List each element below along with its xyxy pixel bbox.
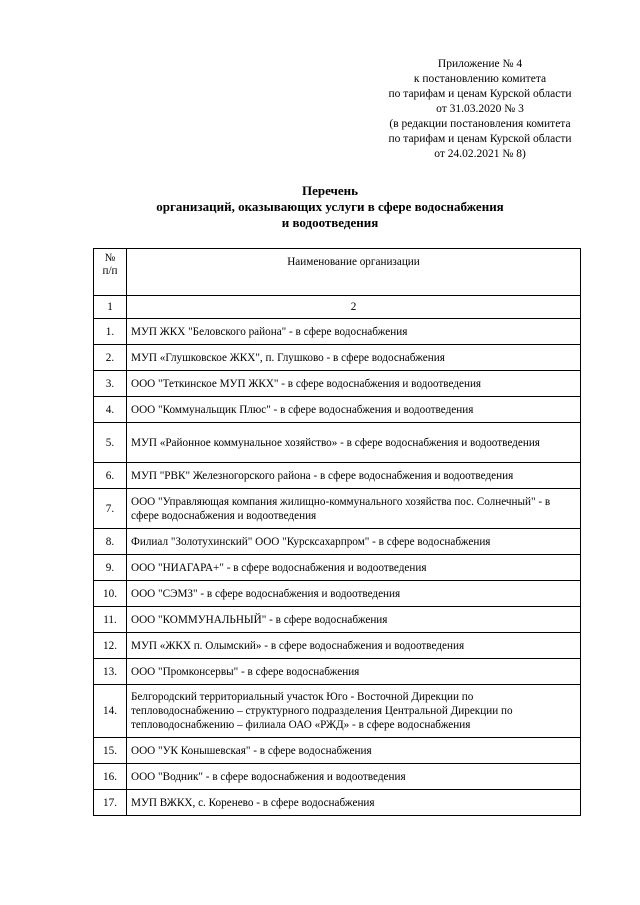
row-organization: ООО "Промконсервы" - в сфере водоснабжения: [127, 659, 581, 685]
row-organization: Филиал "Золотухинский" ООО "Курсксахарпром" - в сфере водоснабжения: [127, 529, 581, 555]
row-number: 11.: [94, 607, 127, 633]
table-row: [94, 319, 581, 345]
row-number: 14.: [94, 685, 127, 738]
row-organization: ООО "Коммунальщик Плюс" - в сфере водоснабжения и водоотведения: [127, 397, 581, 423]
row-organization: МУП «ЖКХ п. Олымский» - в сфере водоснабжения и водоотведения: [127, 633, 581, 659]
appendix-header: [340, 57, 620, 162]
row-number: 17.: [94, 790, 127, 816]
row-organization: МУП «Районное коммунальное хозяйство» - в сфере водоснабжения и водоотведения: [127, 423, 581, 463]
header-line: Приложение № 4: [437, 58, 523, 70]
table-row: [94, 529, 581, 555]
row-organization: Белгородский территориальный участок Юго - Восточной Дирекции по тепловодоснабжению – структурного подразделения Центральной Дирекции по тепловодоснабжению – филиала ОАО «РЖД» - в сфере водоснабжения: [127, 685, 581, 738]
table-row: [94, 764, 581, 790]
table-row: [94, 397, 581, 423]
row-number: 4.: [94, 397, 127, 423]
row-organization: ООО "Водник" - в сфере водоснабжения и водоотведения: [127, 764, 581, 790]
header-line: от 31.03.2020 № 3: [436, 103, 524, 115]
row-number: 10.: [94, 581, 127, 607]
column-header-number-line2: п/п: [102, 265, 118, 277]
table-row: [94, 489, 581, 529]
row-number: 5.: [94, 423, 127, 463]
row-organization: ООО "УК Конышевская" - в сфере водоснабжения: [127, 738, 581, 764]
header-line: по тарифам и ценам Курской области: [388, 88, 572, 100]
row-number: 2.: [94, 345, 127, 371]
column-header-number: [94, 249, 127, 296]
table-row: [94, 685, 581, 738]
row-number: 12.: [94, 633, 127, 659]
title-line-1: Перечень: [301, 183, 359, 198]
row-organization: ООО "КОММУНАЛЬНЫЙ" - в сфере водоснабжения: [127, 607, 581, 633]
index-cell-number: 1: [94, 296, 127, 319]
row-number: 7.: [94, 489, 127, 529]
row-organization: МУП ЖКХ "Беловского района" - в сфере водоснабжения: [127, 319, 581, 345]
table-row: [94, 607, 581, 633]
table-row: [94, 738, 581, 764]
table-row: [94, 659, 581, 685]
table-index-row: [94, 296, 581, 319]
row-organization: МУП "РВК" Железногорского района - в сфере водоснабжения и водоотведения: [127, 463, 581, 489]
row-organization: ООО "Управляющая компания жилищно-коммунального хозяйства пос. Солнечный" - в сфере водоснабжения и водоотведения: [127, 489, 581, 529]
title-line-3: и водоотведения: [281, 215, 379, 230]
row-number: 13.: [94, 659, 127, 685]
table-row: [94, 371, 581, 397]
table-row: [94, 581, 581, 607]
row-organization: ООО "Теткинское МУП ЖКХ" - в сфере водоснабжения и водоотведения: [127, 371, 581, 397]
row-number: 15.: [94, 738, 127, 764]
row-number: 6.: [94, 463, 127, 489]
table-header-row: [94, 249, 581, 296]
row-organization: МУП ВЖКХ, с. Коренево - в сфере водоснабжения: [127, 790, 581, 816]
row-organization: МУП «Глушковское ЖКХ", п. Глушково - в сфере водоснабжения: [127, 345, 581, 371]
table-row: [94, 633, 581, 659]
table-row: [94, 463, 581, 489]
index-cell-name: 2: [127, 296, 581, 319]
table-row: [94, 790, 581, 816]
row-organization: ООО "НИАГАРА+" - в сфере водоснабжения и водоотведения: [127, 555, 581, 581]
header-line: по тарифам и ценам Курской области: [388, 133, 572, 145]
row-number: 16.: [94, 764, 127, 790]
header-line: к постановлению комитета: [413, 73, 547, 85]
row-number: 1.: [94, 319, 127, 345]
table-row: [94, 555, 581, 581]
table-row: [94, 345, 581, 371]
column-header-name: Наименование организации: [127, 249, 581, 296]
row-number: 3.: [94, 371, 127, 397]
row-organization: ООО "СЭМЗ" - в сфере водоснабжения и водоотведения: [127, 581, 581, 607]
organizations-table: [93, 248, 581, 816]
document-title: [100, 183, 560, 231]
row-number: 8.: [94, 529, 127, 555]
header-line: от 24.02.2021 № 8): [434, 148, 526, 160]
column-header-number-line1: №: [104, 252, 116, 264]
table-row: [94, 423, 581, 463]
title-line-2: организаций, оказывающих услуги в сфере водоснабжения: [156, 199, 504, 214]
header-line: (в редакции постановления комитета: [389, 118, 571, 130]
row-number: 9.: [94, 555, 127, 581]
